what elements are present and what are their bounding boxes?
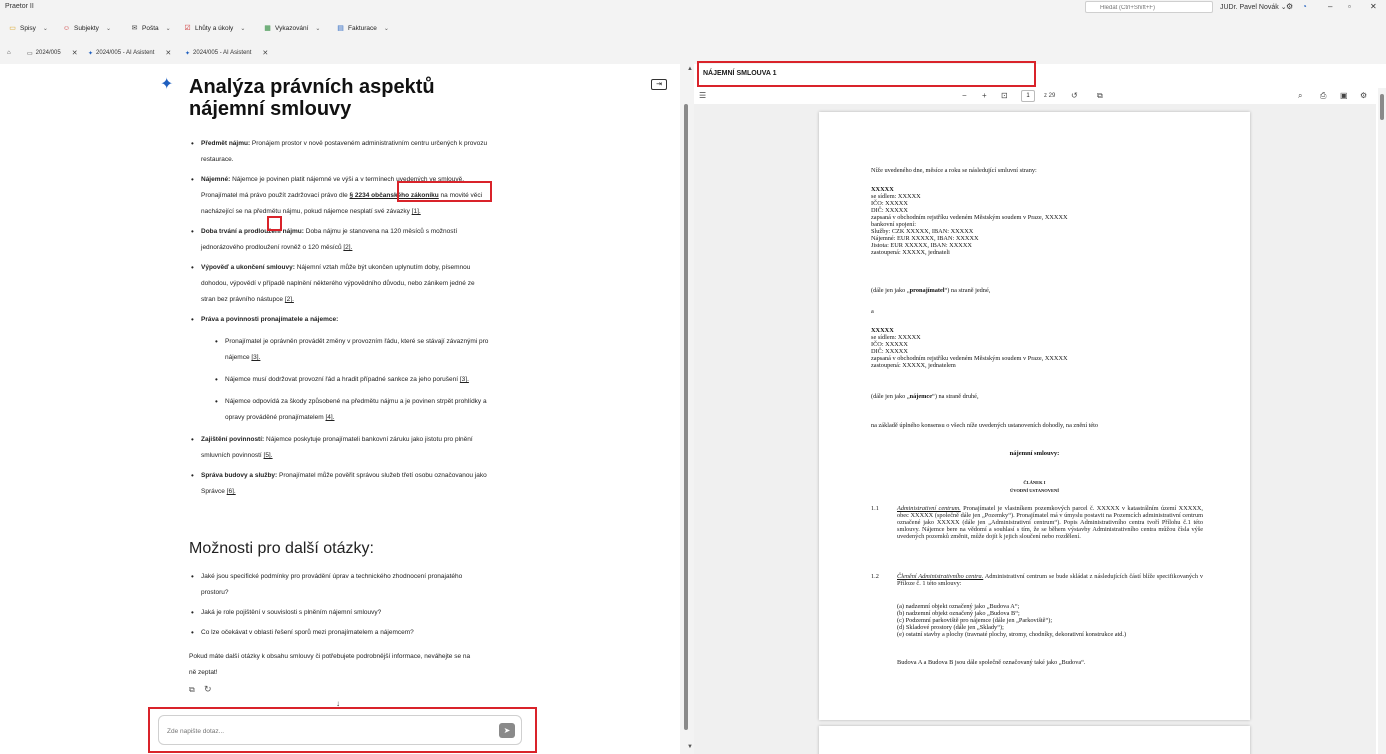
item-label: Nájemné: bbox=[201, 176, 231, 183]
tab-label: 2024/005 - AI Asistent bbox=[96, 50, 155, 56]
citation-link[interactable]: [1]. bbox=[411, 208, 421, 215]
chevron-down-icon: ⌄ bbox=[105, 25, 111, 32]
law-link[interactable]: § 2234 občanského zákoníku bbox=[349, 192, 439, 199]
item-text: Nájemce odpovídá za škody způsobené na předmětu nájmu a je povinen strpět prohlídky a opravy prováděné pronajímatelem bbox=[225, 398, 487, 421]
pdf-intro: Níže uvedeného dne, měsíce a roku se následující smluvní strany: bbox=[871, 167, 1037, 174]
folder-icon: ▭ bbox=[9, 24, 16, 32]
questions-list bbox=[189, 569, 479, 641]
pdf-line: DIČ: XXXXX bbox=[871, 207, 908, 214]
pdf-party1-details bbox=[871, 193, 1068, 256]
pdf-line: IČO: XXXXX bbox=[871, 341, 908, 348]
tab-spis[interactable] bbox=[27, 47, 78, 59]
send-icon: ➤ bbox=[503, 726, 511, 735]
list-item bbox=[189, 172, 489, 220]
pdf-clause-1-2-footer: Budova A a Budova B jsou dále společně označovaný také jako „Budova“. bbox=[897, 659, 1086, 666]
pdf-line: (e) ostatní stavby a plochy (travnaté plochy, stromy, chodníky, dekorativní konstrukce atd.) bbox=[897, 631, 1127, 638]
regenerate-icon[interactable]: ↻ bbox=[204, 684, 212, 694]
pdf-text: (dále jen jako „ bbox=[871, 393, 910, 400]
menu-fakturace[interactable] bbox=[336, 22, 389, 34]
invoice-icon: ▤ bbox=[337, 24, 344, 32]
menu-label: Subjekty bbox=[74, 24, 99, 32]
pdf-clause-1-2 bbox=[897, 573, 1203, 587]
panel-toggle-button[interactable]: ⇥ bbox=[651, 79, 667, 90]
list-item bbox=[189, 136, 489, 168]
close-icon[interactable]: ✕ bbox=[1370, 2, 1377, 11]
pdf-line: IČO: XXXXX bbox=[871, 200, 908, 207]
menu-label: Spisy bbox=[20, 24, 36, 32]
chevron-down-icon: ⌄ bbox=[383, 25, 389, 32]
item-text: Doba nájmu je stanovena na 120 měsíců s možností jednorázového prodloužení rovněž o 120 měsíců bbox=[201, 228, 458, 251]
pdf-line: zastoupená: XXXXX, jednatelem bbox=[871, 362, 956, 369]
pdf-page bbox=[819, 726, 1250, 754]
sparkle-icon: ✦ bbox=[160, 76, 174, 93]
page-number-input[interactable]: 1 bbox=[1021, 90, 1035, 102]
pdf-line: Nájemné: EUR XXXXX, IBAN: XXXXX bbox=[871, 235, 979, 242]
maximize-icon[interactable]: ▫ bbox=[1348, 2, 1351, 11]
page-view-icon[interactable]: ⧉ bbox=[1097, 91, 1103, 100]
home-tab[interactable] bbox=[7, 47, 11, 59]
answer-content bbox=[189, 136, 489, 500]
sub-list-item bbox=[213, 334, 489, 366]
close-icon[interactable]: ✕ bbox=[71, 50, 78, 57]
chevron-down-icon: ⌄ bbox=[165, 25, 171, 32]
citation-link[interactable]: [2]. bbox=[284, 296, 294, 303]
pdf-clause-heading: Členění Administrativního centra. bbox=[897, 573, 984, 580]
pdf-article-number: ČLÁNEK I bbox=[1023, 480, 1046, 485]
item-text: Pronajímatel je oprávněn provádět změny v provozním řádu, které se stávají závaznými pro nájemce bbox=[225, 338, 489, 361]
list-item bbox=[189, 260, 489, 308]
chevron-down-icon: ⌄ bbox=[42, 25, 48, 32]
pdf-consensus: na základě úplného konsensu o všech níže uvedených ustanoveních dohodly, na znění této bbox=[871, 422, 1099, 429]
pdf-text: “) na straně druhé, bbox=[932, 393, 979, 400]
question-text: Jaká je role pojištění v souvislosti s plněním nájemní smlouvy? bbox=[201, 609, 382, 616]
item-text: Pronajímatel může pověřit správou služeb třetí osobu označovanou jako Správce bbox=[201, 472, 487, 495]
pdf-contract-title: nájemní smlouvy: bbox=[1009, 450, 1060, 457]
grid-icon: ▦ bbox=[264, 24, 271, 32]
help-icon[interactable]: ◔ bbox=[1302, 2, 1307, 11]
pdf-clause-number: 1.1 bbox=[871, 505, 879, 512]
save-icon[interactable]: ▣ bbox=[1340, 91, 1348, 100]
document-name: NÁJEMNÍ SMLOUVA 1 bbox=[703, 70, 777, 77]
user-name: JUDr. Pavel Novák bbox=[1220, 4, 1279, 11]
citation-link[interactable]: [3]. bbox=[251, 354, 261, 361]
menu-label: Lhůty a úkoly bbox=[195, 24, 234, 32]
rotate-icon[interactable]: ↺ bbox=[1071, 91, 1078, 100]
menu-label: Fakturace bbox=[348, 24, 377, 32]
sub-list-item bbox=[213, 394, 489, 426]
main-menu bbox=[0, 18, 1386, 38]
pdf-line: Služby: CZK XXXXX, IBAN: XXXXX bbox=[871, 228, 974, 235]
pdf-toolbar bbox=[694, 88, 1386, 104]
zoom-out-icon[interactable]: − bbox=[962, 91, 967, 100]
pdf-party2-name: XXXXX bbox=[871, 327, 894, 334]
citation-link[interactable]: [2]. bbox=[343, 244, 353, 251]
global-search-input[interactable] bbox=[1085, 1, 1213, 13]
chevron-down-icon: ⌄ bbox=[240, 25, 246, 32]
print-icon[interactable]: ⎙ bbox=[1320, 91, 1327, 100]
item-text: Nájemce musí dodržovat provozní řád a hradit případné sankce za jeho porušení bbox=[225, 376, 460, 383]
chat-box bbox=[158, 715, 522, 745]
scroll-down-icon[interactable]: ↓ bbox=[336, 699, 340, 708]
outline-icon[interactable]: ☰ bbox=[699, 91, 707, 100]
citation-link[interactable]: [5]. bbox=[263, 452, 273, 459]
gear-icon[interactable]: ⚙ bbox=[1286, 2, 1294, 11]
right-scrollbar[interactable] bbox=[1378, 88, 1386, 754]
menu-label: Pošta bbox=[142, 24, 159, 32]
app-title: Praetor II bbox=[5, 3, 34, 10]
pdf-clause-heading: Administrativní centrum. bbox=[897, 505, 961, 512]
minimize-icon[interactable]: – bbox=[1328, 2, 1333, 11]
answer-list bbox=[189, 136, 489, 500]
send-button[interactable] bbox=[499, 723, 515, 738]
list-item bbox=[189, 468, 489, 500]
pdf-clause-1-2-items bbox=[897, 603, 1126, 638]
checklist-icon: ☑ bbox=[184, 24, 191, 32]
question-item[interactable] bbox=[189, 625, 479, 641]
close-icon[interactable]: ✕ bbox=[165, 50, 172, 57]
list-item bbox=[189, 432, 489, 464]
title-bar bbox=[0, 0, 1386, 14]
pdf-line: bankovní spojení: bbox=[871, 221, 916, 228]
pdf-line: zapsaná v obchodním rejstříku vedeném Městským soudem v Praze, XXXXX bbox=[871, 214, 1068, 221]
tab-label: 2024/005 bbox=[35, 50, 61, 56]
copy-icon[interactable]: ⧉ bbox=[189, 685, 195, 694]
sub-list-item bbox=[213, 372, 489, 388]
item-label: Výpověď a ukončení smlouvy: bbox=[201, 264, 295, 271]
pdf-line: (b) nadzemní objekt označený jako „Budova B“; bbox=[897, 610, 1020, 617]
pdf-text: (dále jen jako „ bbox=[871, 287, 910, 294]
pdf-line: se sídlem: XXXXX bbox=[871, 193, 921, 200]
pdf-line: (d) Skladové prostory (dále jen „Sklady“); bbox=[897, 624, 1004, 631]
menu-lhuty[interactable] bbox=[183, 22, 245, 34]
settings-icon[interactable]: ⚙ bbox=[1360, 91, 1368, 100]
pdf-and: a bbox=[871, 308, 874, 315]
further-questions bbox=[189, 569, 479, 641]
item-text: Nájemní vztah může být ukončen uplynutím doby, písemnou dohodou, výpovědí v případě naplnění některého výpovědního důvodu, nebo zánikem jedné ze stran bez právního nástupce bbox=[201, 264, 475, 303]
pdf-clause-1-1 bbox=[897, 505, 1203, 540]
question-item[interactable] bbox=[189, 569, 479, 601]
scroll-up-icon[interactable]: ▲ bbox=[687, 66, 693, 72]
mail-icon: ✉ bbox=[131, 24, 138, 32]
item-text: Pronájem prostor v nově postaveném administrativním centru určených k provozu restaurace. bbox=[201, 140, 488, 163]
menu-spisy[interactable] bbox=[8, 22, 48, 34]
item-text: na movité věci nacházející se na předmětu nájmu, pokud nájemce nesplatí své závazky bbox=[201, 192, 483, 215]
citation-link[interactable]: [3]. bbox=[459, 376, 469, 383]
tab-ai-assistant-1[interactable] bbox=[88, 47, 171, 59]
pdf-line: (a) nadzemní objekt označený jako „Budova A“; bbox=[897, 603, 1020, 610]
pdf-clause-number: 1.2 bbox=[871, 573, 879, 580]
search-icon[interactable]: ⌕ bbox=[1298, 91, 1303, 100]
pdf-party1-name: XXXXX bbox=[871, 186, 894, 193]
pdf-party2-details bbox=[871, 334, 1068, 369]
folder-icon: ▭ bbox=[27, 50, 33, 57]
list-item bbox=[189, 312, 489, 426]
menu-posta[interactable] bbox=[130, 22, 171, 34]
question-text: Co lze očekávat v oblasti řešení sporů mezi pronajímatelem a nájemcem? bbox=[201, 629, 414, 636]
left-scrollbar-thumb[interactable] bbox=[684, 104, 688, 730]
pdf-party1-role bbox=[871, 287, 990, 294]
scroll-down-arrow-icon[interactable]: ▼ bbox=[687, 744, 693, 750]
pdf-canvas[interactable] bbox=[694, 104, 1376, 754]
question-text: Jaké jsou specifické podmínky pro provádění úprav a technického zhodnocení pronajatého prostoru? bbox=[201, 573, 463, 596]
tab-bar bbox=[0, 44, 1386, 62]
sparkle-icon: ✦ bbox=[88, 50, 94, 57]
pdf-line: DIČ: XXXXX bbox=[871, 348, 908, 355]
item-label: Doba trvání a prodloužení nájmu: bbox=[201, 228, 304, 235]
pdf-text: nájemce bbox=[909, 393, 933, 400]
closing-text: Pokud máte další otázky k obsahu smlouvy či potřebujete podrobnější informace, neváhejte se na ně zeptat! bbox=[189, 653, 471, 676]
item-text: Nájemce je povinen platit nájemné ve výši a v termínech uvedených ve smlouvě. Pronajímatel má právo použít zadržovací právo dle bbox=[201, 176, 465, 199]
chevron-down-icon: ⌄ bbox=[315, 25, 321, 32]
pdf-article-title: ÚVODNÍ USTANOVENÍ bbox=[1010, 488, 1059, 493]
people-icon: ☺ bbox=[62, 24, 71, 32]
question-item[interactable] bbox=[189, 605, 479, 621]
list-item bbox=[189, 224, 489, 256]
pdf-line: Jistota: EUR XXXXX, IBAN: XXXXX bbox=[871, 242, 972, 249]
pdf-page bbox=[819, 112, 1250, 720]
sparkle-icon: ✦ bbox=[185, 50, 191, 57]
pdf-line: zastoupená: XXXXX, jednateli bbox=[871, 249, 950, 256]
item-label: Správa budovy a služby: bbox=[201, 472, 278, 479]
menu-vykazovani[interactable] bbox=[263, 22, 320, 34]
chat-input[interactable] bbox=[167, 724, 487, 738]
item-label: Práva a povinnosti pronajímatele a nájemce: bbox=[201, 316, 339, 323]
pdf-party2-role bbox=[871, 393, 979, 400]
close-icon[interactable]: ✕ bbox=[262, 50, 269, 57]
item-text: Nájemce poskytuje pronajímateli bankovní záruku jako jistotu pro plnění smluvních povinností bbox=[201, 436, 473, 459]
page-total: z 29 bbox=[1044, 93, 1056, 99]
user-menu[interactable]: JUDr. Pavel Novák ⌄ bbox=[1220, 4, 1287, 11]
sub-list bbox=[213, 334, 489, 426]
pdf-text: pronajímatel bbox=[909, 287, 945, 294]
pdf-clause-text: Administrativní centrum se bude skládat z následujících částí blíže specifikovaných v Příloze č. 1 této smlouvy: bbox=[897, 573, 1203, 587]
citation-link[interactable]: [6]. bbox=[226, 488, 236, 495]
menu-subjekty[interactable] bbox=[62, 22, 111, 34]
pdf-clause-text: Pronajímatel je vlastníkem pozemkových parcel č. XXXXX v katastrálním území XXXXX, obec XXXXX (společně dále jen „Pozemky“). Pronajímatel má v úmyslu postavit na Pozemcích administrativní centrum označené jako XXXXX (dále jen „Administrativní centrum“). Popis Administrativního centra tvoří Přílohu č.1 této smlouvy. Nájemce bere na vědomí a souhlasí s tím, že se během výstavby Administrativního centra můžou čísla výše uvedených pozemků změnit, může dojít k jejich sloučení nebo rozdělení. bbox=[897, 505, 1203, 540]
tab-label: 2024/005 - AI Asistent bbox=[193, 50, 252, 56]
item-label: Předmět nájmu: bbox=[201, 140, 251, 147]
tab-ai-assistant-2[interactable] bbox=[185, 47, 268, 59]
fit-page-icon[interactable]: ⊡ bbox=[1001, 91, 1008, 100]
further-questions-heading: Možnosti pro další otázky: bbox=[189, 540, 374, 557]
answer-title: Analýza právních aspektů nájemní smlouvy bbox=[189, 76, 435, 120]
pdf-line: zapsaná v obchodním rejstříku vedeném Městským soudem v Praze, XXXXX bbox=[871, 355, 1068, 362]
pdf-line: (c) Podzemní parkoviště pro nájemce (dále jen „Parkoviště“); bbox=[897, 617, 1053, 624]
menu-label: Vykazování bbox=[275, 24, 309, 32]
zoom-in-icon[interactable]: + bbox=[982, 91, 987, 100]
item-label: Zajištění povinností: bbox=[201, 436, 265, 443]
home-icon: ⌂ bbox=[7, 50, 11, 56]
right-scrollbar-thumb[interactable] bbox=[1380, 94, 1384, 120]
pdf-text: “) na straně jedné, bbox=[944, 287, 991, 294]
citation-link[interactable]: [4]. bbox=[325, 414, 335, 421]
pdf-line: se sídlem: XXXXX bbox=[871, 334, 921, 341]
